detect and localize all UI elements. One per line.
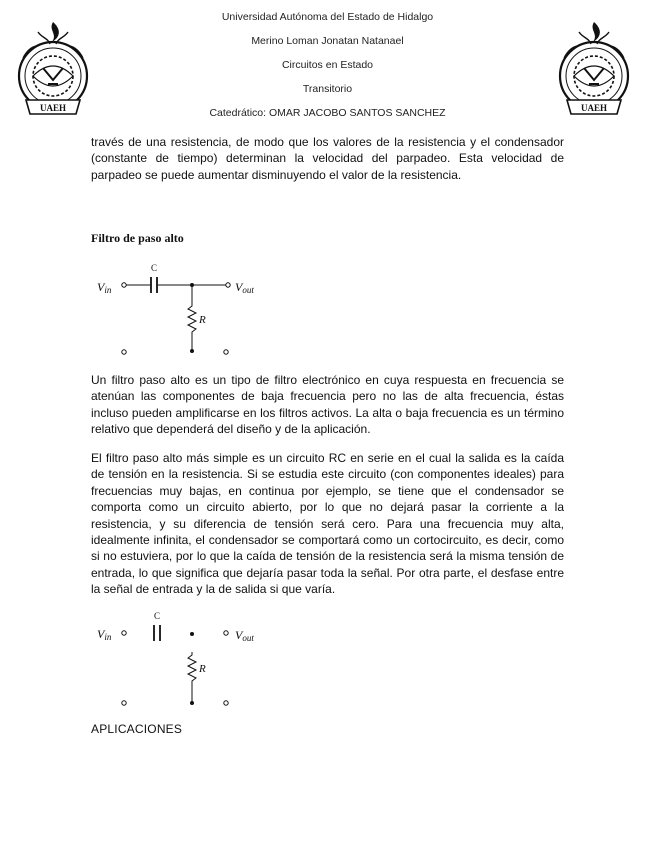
capacitor-label: C [150,263,158,273]
section-title: Filtro de paso alto [91,231,184,245]
ground-terminal-left [122,350,126,354]
course-topic: Transitorio [302,83,353,95]
input-terminal [122,631,126,635]
paragraph-rc-explanation: El filtro paso alto más simple es un circuito RC en serie en el cual la salida es la caída de tensión en la resistencia. Si se estudia este circuito (con componentes ideales) para frecuencias muy bajas, en continua por ejemplo, se tiene que el condensador se comporta como un circuito abierto, por lo que no dejará pasar la corriente a la resistencia, y su diferencia de tensión será cero. Para una frecuencia muy alta, idealmente infinita, el condensador se comportará como un cortocircuito, es decir, como si no estuviera, por lo que la caída de tensión de la resistencia será la misma tensión de entrada, lo que significa que dejaría pasar toda la señal. Por otra parte, el desfase entre la señal de entrada y la de salida si que varía. [91,451,564,597]
capacitor-label: C [153,611,161,621]
vin-label: Vin [97,627,112,642]
junction-node [190,632,194,636]
university-seal-left [8,18,98,120]
seal-banner-text: UAEH [39,103,67,113]
university-seal-right [549,18,639,120]
ground-terminal-right [224,350,228,354]
ground-terminal-left [122,701,126,705]
ground-node [190,349,194,353]
seal-banner-text: UAEH [580,103,608,113]
vin-label: Vin [97,280,112,295]
resistor-label: R [199,314,206,326]
high-pass-circuit-unconnected [91,610,271,710]
professor-name: Catedrático: OMAR JACOBO SANTOS SANCHEZ [209,107,446,119]
paragraph-definition: Un filtro paso alto es un tipo de filtro electrónico en cuya respuesta en frecuencia se atenúan las componentes de baja frecuencia pero no las de alta frecuencia, éstas incluso pueden amplificarse en los filtros activos. La alta o baja frecuencia es un término relativo que dependerá del diseño y de la aplicación. [91,373,564,437]
applications-heading: APLICACIONES [91,722,183,736]
vout-label: Vout [235,280,254,295]
ground-terminal-right [224,701,228,705]
output-terminal [224,631,228,635]
resistor [188,652,196,703]
resistor-label: R [199,663,206,675]
university-name: Universidad Autónoma del Estado de Hidalgo [221,11,434,23]
vout-label: Vout [235,628,254,643]
input-terminal [122,283,126,287]
resistor [188,285,196,351]
intro-paragraph: través de una resistencia, de modo que los valores de la resistencia y el condensador (constante de tiempo) determinan la velocidad del parpadeo. Esta velocidad de parpadeo se puede aumentar disminuyendo el valor de la resistencia. [91,135,564,182]
ground-node [190,701,194,705]
high-pass-circuit-diagram [91,260,271,360]
author-name: Merino Loman Jonatan Natanael [251,35,404,47]
output-terminal [226,283,230,287]
course-name: Circuitos en Estado [281,59,374,71]
